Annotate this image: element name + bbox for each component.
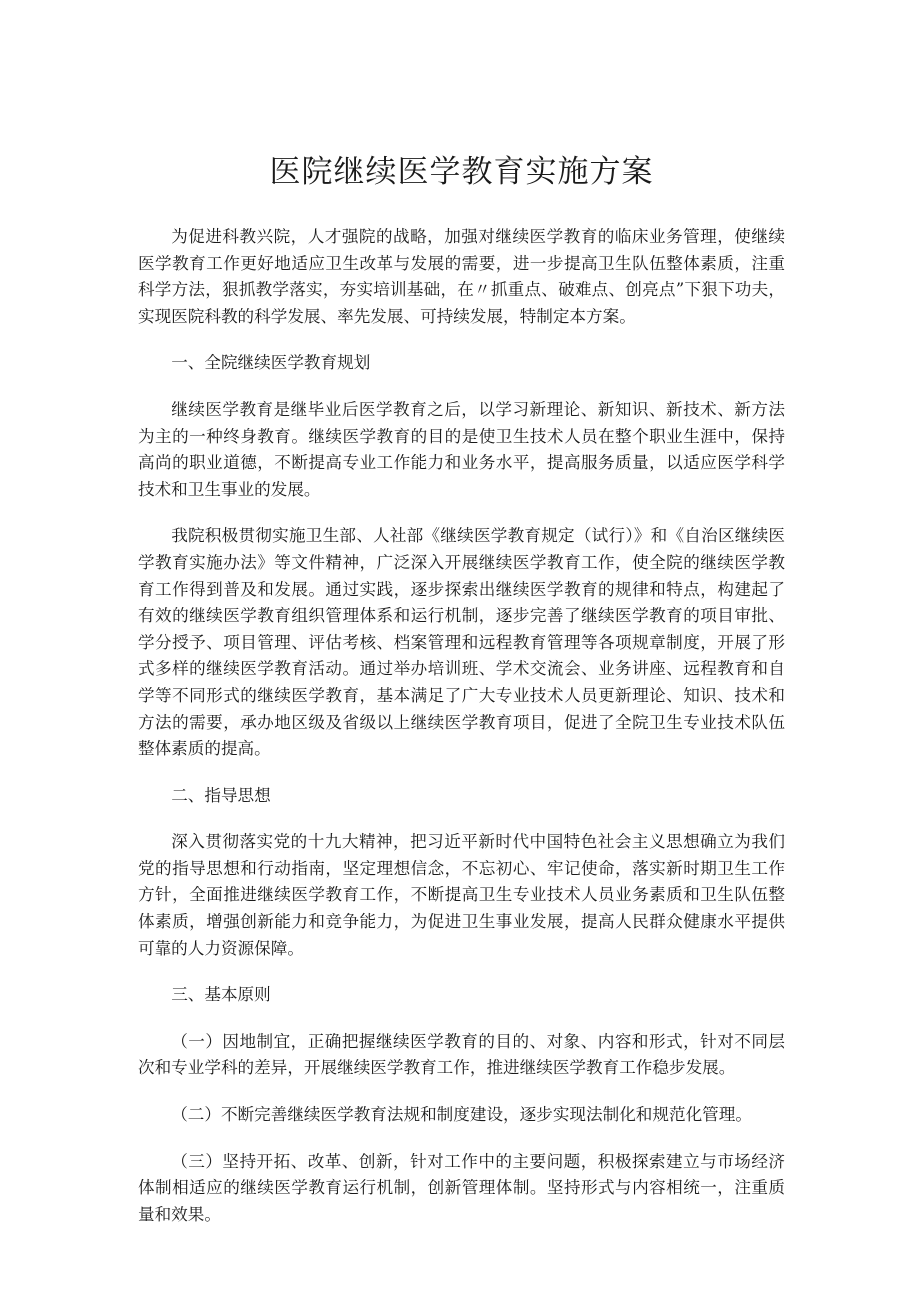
paragraph-2-1: 深入贯彻落实党的十九大精神，把习近平新时代中国特色社会主义思想确立为我们党的指导思想和行动指南，坚定理想信念，不忘初心、牢记使命，落实新时期卫生工作方针，全面推进继续医学教育工作，不断提高卫生专业技术人员业务素质和卫生队伍整体素质，增强创新能力和竞争能力，为促进卫生事业发展，提高人民群众健康水平提供可靠的人力资源保障。 [138, 832, 785, 958]
document-title: 医院继续医学教育实施方案 [269, 154, 654, 190]
principle-3: （三）坚持开拓、改革、创新，针对工作中的主要问题，积极探索建立与市场经济体制相适应的继续医学教育运行机制，创新管理体制。坚持形式与内容相统一，注重质量和效果。 [138, 1151, 785, 1224]
section-heading-3: 三、基本原则 [171, 985, 271, 1005]
paragraph-intro: 为促进科教兴院，人才强院的战略，加强对继续医学教育的临床业务管理，使继续医学教育工作更好地适应卫生改革与发展的需要，进一步提高卫生队伍整体素质，注重科学方法，狠抓教学落实，夯实培训基础，在〃抓重点、破难点、创亮点”下狠下功夫，实现医院科教的科学发展、率先发展、可持续发展，特制定本方案。 [138, 227, 785, 326]
section-heading-2: 二、指导思想 [171, 785, 271, 805]
principle-1: （一）因地制宜，正确把握继续医学教育的目的、对象、内容和形式，针对不同层次和专业学科的差异，开展继续医学教育工作，推进继续医学教育工作稳步发展。 [138, 1031, 785, 1078]
paragraph-1-2: 我院积极贯彻实施卫生部、人社部《继续医学教育规定（试行）》和《自治区继续医学教育实施办法》等文件精神，广泛深入开展继续医学教育工作，使全院的继续医学教育工作得到普及和发展。通过实践，逐步探索出继续医学教育的规律和特点，构建起了有效的继续医学教育组织管理体系和运行机制，逐步完善了继续医学教育的项目审批、学分授予、项目管理、评估考核、档案管理和远程教育管理等各项规章制度，开展了形式多样的继续医学教育活动。通过举办培训班、学术交流会、业务讲座、远程教育和自学等不同形式的继续医学教育，基本满足了广大专业技术人员更新理论、知识、技术和方法的需要，承办地区级及省级以上继续医学教育项目，促进了全院卫生专业技术队伍整体素质的提高。 [138, 526, 785, 759]
section-heading-1: 一、全院继续医学教育规划 [171, 353, 371, 373]
principle-2: （二）不断完善继续医学教育法规和制度建设，逐步实现法制化和规范化管理。 [171, 1105, 752, 1125]
paragraph-1-1: 继续医学教育是继毕业后医学教育之后，以学习新理论、新知识、新技术、新方法为主的一种终身教育。继续医学教育的目的是使卫生技术人员在整个职业生涯中，保持高尚的职业道德，不断提高专业工作能力和业务水平，提高服务质量，以适应医学科学技术和卫生事业的发展。 [138, 399, 785, 499]
document-body [138, 224, 785, 1248]
